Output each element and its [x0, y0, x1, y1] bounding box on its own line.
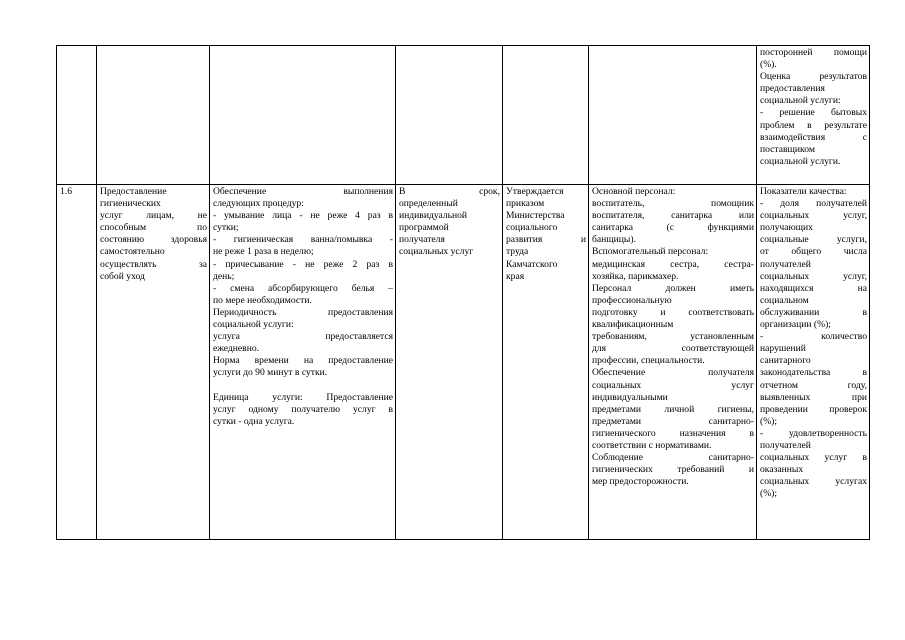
- cell-text-line: сутки - одна услуга.: [213, 415, 295, 427]
- cell-text-line: социального: [506, 222, 558, 234]
- cell-text-line: для соответствующей: [592, 343, 754, 355]
- cell-text-line: услуг лицам, не: [100, 210, 207, 222]
- cell-text-line: требованиям, установленным: [592, 331, 754, 343]
- cell-text-line: проведении проверок: [760, 403, 867, 415]
- cell-text-line: предметами санитарно-: [592, 415, 754, 427]
- cell-text-line: воспитатель, помощник: [592, 198, 754, 210]
- cell-text-line: Основной персонал:: [592, 186, 676, 197]
- cell-text-line: нарушений: [760, 343, 806, 355]
- cell-text-line: обслуживании в: [760, 306, 867, 318]
- cell-text-line: Периодичность предоставления: [213, 306, 393, 318]
- cell-text-line: санитарка (с функциями: [592, 222, 754, 234]
- cell-text-line: социальные услуги,: [760, 234, 867, 246]
- cell-text-line: Предоставление: [100, 186, 167, 197]
- cell-text-line: способным по: [100, 222, 207, 234]
- cell-text-line: посторонней помощи: [760, 47, 867, 58]
- cell-quality: [757, 46, 870, 185]
- cell-text-line: ежедневно.: [213, 343, 260, 355]
- cell-text-line: определенный: [399, 198, 458, 210]
- cell-text-line: по мере необходимости.: [213, 294, 312, 306]
- cell-text-line: Вспомогательный персонал:: [592, 246, 709, 258]
- cell-quality: [757, 185, 870, 540]
- cell-text-line: услуги до 90 минут в сутки.: [213, 367, 328, 379]
- cell-text-line: - причесывание - не реже 2 раз в: [213, 258, 393, 270]
- cell-text-line: (%).: [760, 59, 777, 71]
- cell-text-line: труда: [506, 246, 529, 258]
- cell-term: [396, 46, 503, 185]
- cell-text-line: социальных услуг,: [760, 270, 867, 282]
- cell-number: [57, 46, 97, 185]
- cell-text-line: получателей: [760, 258, 811, 270]
- cell-text-line: программой: [399, 222, 449, 234]
- cell-text-line: воспитателя, санитарка или: [592, 210, 754, 222]
- cell-text-line: социальной услуги:: [760, 95, 841, 107]
- cell-text-line: - гигиеническая ванна/помывка -: [213, 234, 393, 246]
- cell-text-line: Министерства: [506, 210, 565, 222]
- cell-text-line: Камчатского: [506, 258, 558, 270]
- cell-text-line: самостоятельно: [100, 246, 165, 258]
- cell-text-line: квалификационным: [592, 319, 674, 331]
- cell-text-line: оказанных: [760, 464, 804, 476]
- cell-text-line: Персонал должен иметь: [592, 282, 754, 294]
- cell-text-line: выявленных при: [760, 391, 867, 403]
- cell-text-line: Показатели качества:: [760, 186, 847, 197]
- cell-tariff: [503, 46, 589, 185]
- cell-text-line: социальном: [760, 294, 809, 306]
- table-row-continued: [57, 46, 870, 185]
- cell-text-line: приказом: [506, 198, 545, 210]
- row-number: 1.6: [60, 186, 72, 197]
- cell-text-line: [213, 380, 393, 392]
- cell-text-line: услуга предоставляется: [213, 331, 393, 343]
- cell-text-line: услуг одному получателю услуг в: [213, 403, 393, 415]
- cell-text-line: края: [506, 270, 525, 282]
- cell-text-line: находящихся на: [760, 282, 867, 294]
- cell-text-line: социальной услуги:: [213, 319, 294, 331]
- cell-text-line: Утверждается: [506, 186, 564, 197]
- cell-text-line: Обеспечение получателя: [592, 367, 754, 379]
- cell-text-line: гигиенических требований и: [592, 464, 754, 476]
- cell-text-line: (%);: [760, 415, 778, 427]
- table-row-1-6: [57, 185, 870, 540]
- cell-text-line: индивидуальной: [399, 210, 468, 222]
- cell-conditions: [589, 46, 757, 185]
- cell-text-line: собой уход: [100, 270, 145, 282]
- cell-text-line: развития и: [506, 234, 586, 246]
- cell-description: [210, 46, 396, 185]
- cell-text-line: гигиенического назначения в: [592, 427, 754, 439]
- cell-text-line: - умывание лица - не реже 4 раз в: [213, 210, 393, 222]
- cell-description: [210, 185, 396, 540]
- cell-text-line: социальных услуг: [399, 246, 474, 258]
- cell-text-line: не реже 1 раза в неделю;: [213, 246, 314, 258]
- cell-text-line: индивидуальными: [592, 391, 668, 403]
- cell-text-line: хозяйка, парикмахер.: [592, 270, 679, 282]
- cell-text-line: социальных услуг,: [760, 210, 867, 222]
- cell-text-line: - решение бытовых: [760, 107, 867, 119]
- cell-conditions: [589, 185, 757, 540]
- cell-text-line: Единица услуги: Предоставление: [213, 391, 393, 403]
- cell-text-line: медицинская сестра, сестра-: [592, 258, 754, 270]
- cell-text-line: предоставления: [760, 83, 825, 95]
- cell-name: [97, 185, 210, 540]
- cell-text-line: сутки;: [213, 222, 239, 234]
- cell-text-line: В срок,: [399, 186, 500, 197]
- cell-text-line: состоянию здоровья: [100, 234, 207, 246]
- cell-text-line: Обеспечение выполнения: [213, 186, 393, 197]
- cell-text-line: получателей: [760, 439, 811, 451]
- cell-text-line: профессиональную: [592, 294, 672, 306]
- cell-text-line: организации (%);: [760, 319, 831, 331]
- cell-text-line: социальных услуг: [592, 379, 754, 391]
- cell-name: [97, 46, 210, 185]
- services-table: [56, 45, 870, 540]
- cell-text-line: получателя: [399, 234, 445, 246]
- cell-text-line: получающих: [760, 222, 813, 234]
- cell-text-line: банщицы).: [592, 234, 636, 246]
- cell-tariff: [503, 185, 589, 540]
- cell-text-line: день;: [213, 270, 235, 282]
- cell-text-line: Оценка результатов: [760, 71, 867, 83]
- cell-text-line: от общего числа: [760, 246, 867, 258]
- cell-text-line: законодательства в: [760, 367, 867, 379]
- cell-text-line: поставщиком: [760, 143, 815, 155]
- cell-text-line: предметами личной гигиены,: [592, 403, 754, 415]
- cell-text-line: социальной услуги.: [760, 155, 841, 167]
- cell-text-line: (%);: [760, 488, 778, 500]
- cell-text-line: Норма времени на предоставление: [213, 355, 393, 367]
- cell-text-line: подготовку и соответствовать: [592, 306, 754, 318]
- cell-text-line: отчетном году,: [760, 379, 867, 391]
- cell-text-line: гигиенических: [100, 198, 161, 210]
- cell-text-line: социальных услуг в: [760, 452, 867, 464]
- cell-text-line: санитарного: [760, 355, 811, 367]
- cell-text-line: - удовлетворенность: [760, 427, 867, 439]
- cell-number: [57, 185, 97, 540]
- cell-text-line: осуществлять за: [100, 258, 207, 270]
- cell-text-line: социальных услугах: [760, 476, 867, 488]
- cell-text-line: проблем в результате: [760, 119, 867, 131]
- cell-text-line: следующих процедур:: [213, 198, 304, 210]
- cell-text-line: - количество: [760, 331, 867, 343]
- cell-text-line: Соблюдение санитарно-: [592, 452, 754, 464]
- cell-text-line: - смена абсорбирующего белья –: [213, 282, 393, 294]
- cell-text-line: взаимодействия с: [760, 131, 867, 143]
- cell-text-line: мер предосторожности.: [592, 476, 689, 488]
- cell-text-line: - доля получателей: [760, 198, 867, 210]
- cell-term: [396, 185, 503, 540]
- cell-text-line: профессии, специальности.: [592, 355, 705, 367]
- cell-text-line: соответствии с нормативами.: [592, 439, 712, 451]
